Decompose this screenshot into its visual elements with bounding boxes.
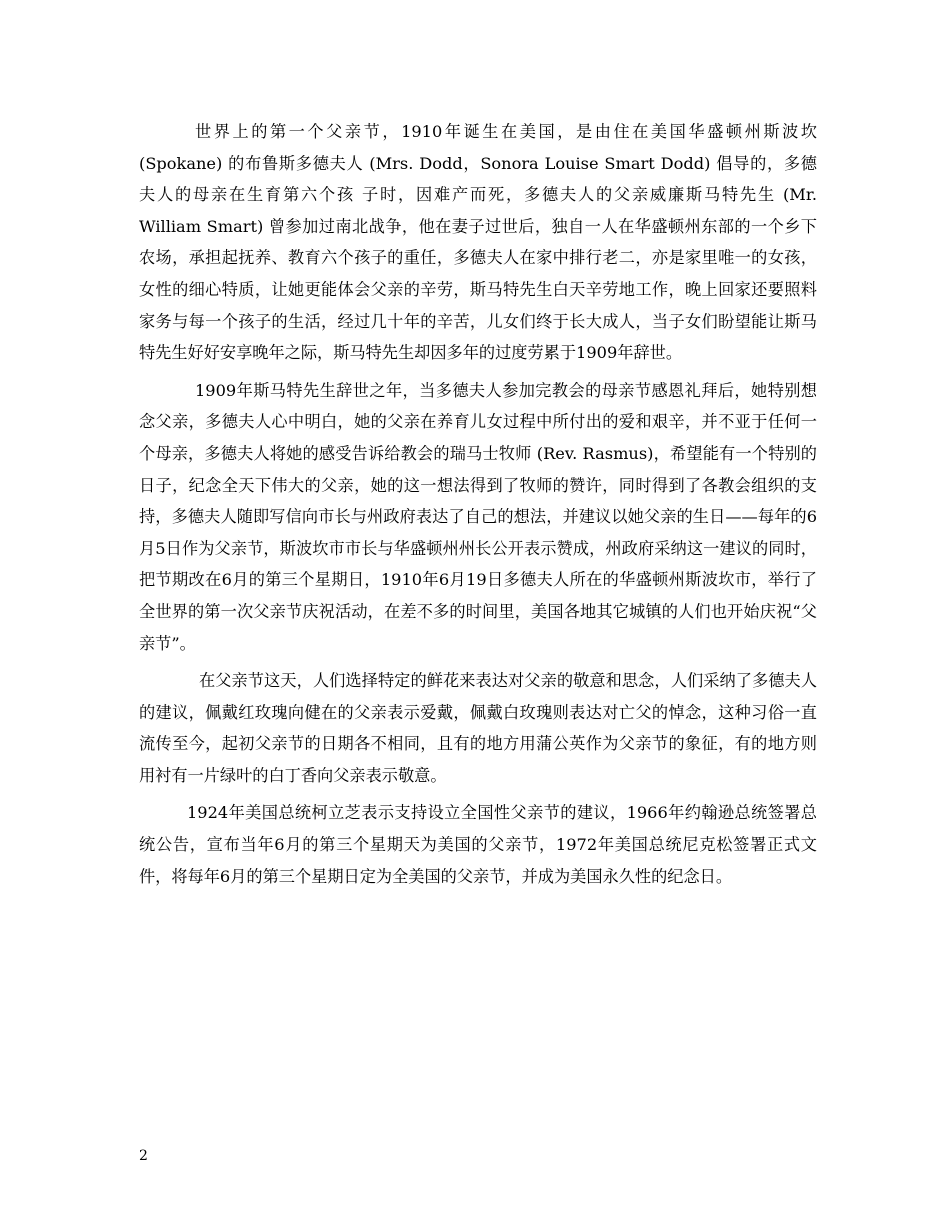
document-body [139, 116, 817, 892]
page-number: 2 [139, 1148, 148, 1164]
paragraph-2: 1909年斯马特先生辞世之年，当多德夫人参加完教会的母亲节感恩礼拜后，她特别想念父亲，多德夫人心中明白，她的父亲在养育儿女过程中所付出的爱和艰辛，并不亚于任何一个母亲，多德夫人将她的感受告诉给教会的瑞马士牧师 (Rev. Rasmus)，希望能有一个特别的日子，纪念全天下伟大的父亲，她的这一想法得到了牧师的赞许，同时得到了各教会组织的支持，多德夫人随即写信向市长与州政府表达了自己的想法，并建议以她父亲的生日——每年的6月5日作为父亲节，斯波坎市市长与华盛顿州州长公开表示赞成，州政府采纳这一建议的同时，把节期改在6月的第三个星期日，1910年6月19日多德夫人所在的华盛顿州斯波坎市，举行了全世界的第一次父亲节庆祝活动，在差不多的时间里，美国各地其它城镇的人们也开始庆祝“父亲节”。 [139, 380, 817, 653]
paragraph-1: 世界上的第一个父亲节，1910年诞生在美国，是由住在美国华盛顿州斯波坎(Spokane) 的布鲁斯多德夫人 (Mrs. Dodd，Sonora Louise Smart Dodd) 倡导的，多德夫人的母亲在生育第六个孩 子时，因难产而死，多德夫人的父亲威廉斯马特先生 (Mr. William Smart) 曾参加过南北战争，他在妻子过世后，独自一人在华盛顿州东部的一个乡下农场，承担起抚养、教育六个孩子的重任，多德夫人在家中排行老二，亦是家里唯一的女孩，女性的细心特质，让她更能体会父亲的辛劳，斯马特先生白天辛劳地工作，晚上回家还要照料家务与每一个孩子的生活，经过几十年的辛苦，儿女们终于长大成人，当子女们盼望能让斯马特先生好好安享晚年之际，斯马特先生却因多年的过度劳累于1909年辞世。 [139, 122, 817, 363]
paragraph-3: 在父亲节这天，人们选择特定的鲜花来表达对父亲的敬意和思念，人们采纳了多德夫人的建议，佩戴红玫瑰向健在的父亲表示爱戴，佩戴白玫瑰则表达对亡父的悼念，这种习俗一直流传至今，起初父亲节的日期各不相同，且有的地方用蒲公英作为父亲节的象征，有的地方则用衬有一片绿叶的白丁香向父亲表示敬意。 [139, 671, 817, 785]
paragraph-4: 1924年美国总统柯立芝表示支持设立全国性父亲节的建议，1966年约翰逊总统签署总统公告，宣布当年6月的第三个星期天为美国的父亲节，1972年美国总统尼克松签署正式文件，将每年6月的第三个星期日定为全美国的父亲节，并成为美国永久性的纪念日。 [139, 803, 817, 886]
